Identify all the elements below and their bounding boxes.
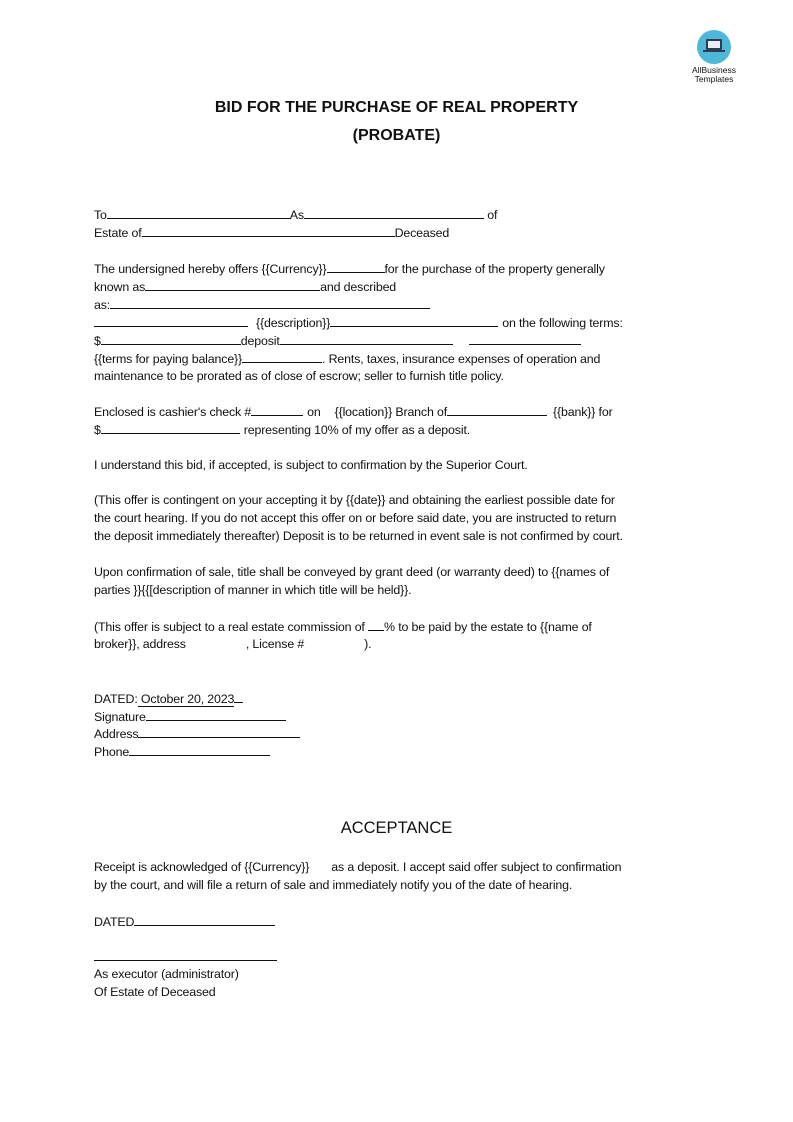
dated-value[interactable]: October 20, 2023 <box>137 692 235 706</box>
dated-label: DATED: <box>94 692 138 706</box>
executor-signature-line <box>94 948 277 965</box>
offer-text: $ <box>94 334 101 348</box>
described-as-field[interactable] <box>110 296 430 309</box>
deceased-label: Deceased <box>394 226 450 240</box>
dated-line <box>94 690 243 707</box>
offer-amount-field[interactable] <box>327 260 385 273</box>
acceptance-text: Receipt is acknowledged of {{Currency}} <box>94 860 310 874</box>
to-field[interactable] <box>107 206 290 219</box>
price-field[interactable] <box>101 332 241 345</box>
document-subtitle: (PROBATE) <box>352 127 441 144</box>
description-field-1[interactable] <box>94 314 248 327</box>
offer-text: on the following terms: <box>502 316 623 330</box>
acceptance-dated-label: DATED <box>94 915 135 929</box>
offer-line-1 <box>94 260 605 277</box>
contingent-line-2: the court hearing. If you do not accept this offer on or before said date, you are instructed to return <box>94 511 617 525</box>
signature-line <box>94 708 286 725</box>
check-text: representing 10% of my offer as a deposit. <box>243 423 471 437</box>
check-line-2 <box>94 421 470 438</box>
logo-text-line1: AllBusiness <box>692 65 736 75</box>
address-line <box>94 725 300 742</box>
commission-text: broker}}, address <box>94 637 186 651</box>
document-title: BID FOR THE PURCHASE OF REAL PROPERTY <box>214 99 579 116</box>
terms-field[interactable] <box>242 350 322 363</box>
signature-label: Signature <box>94 710 146 724</box>
contingent-line-1: (This offer is contingent on your accepting it by {{date}} and obtaining the earliest possible date for <box>94 493 615 507</box>
executor-label: As executor (administrator) <box>94 967 239 981</box>
executor-signature-field[interactable] <box>94 948 277 961</box>
offer-text: known as <box>94 280 146 294</box>
offer-line-5 <box>94 332 581 349</box>
phone-label: Phone <box>94 745 130 759</box>
estate-field[interactable] <box>142 224 395 237</box>
conveyance-line-2: parties }}{{[description of manner in which title will be held}}. <box>94 583 412 597</box>
offer-text: and described <box>320 280 397 294</box>
known-as-field[interactable] <box>145 278 320 291</box>
laptop-icon <box>697 30 731 64</box>
phone-field[interactable] <box>129 743 270 756</box>
address-label: Address <box>94 727 139 741</box>
check-number-field[interactable] <box>251 403 303 416</box>
branch-field[interactable] <box>447 403 547 416</box>
commission-text: , License # <box>245 637 305 651</box>
logo-text-line2: Templates <box>694 74 734 84</box>
offer-text: for the purchase of the property generally <box>384 262 605 276</box>
check-text: $ <box>94 423 101 437</box>
check-amount-field[interactable] <box>101 421 240 434</box>
offer-text: . Rents, taxes, insurance expenses of operation and <box>322 352 601 366</box>
acceptance-line-1 <box>94 859 621 875</box>
acceptance-dated-field[interactable] <box>134 913 275 926</box>
commission-line-1 <box>94 618 592 635</box>
to-label: To <box>94 208 107 222</box>
estate-line <box>94 224 449 241</box>
offer-text: as: <box>94 298 111 312</box>
commission-text: % to be paid by the estate to {{name of <box>384 620 592 634</box>
allbusiness-templates-logo <box>678 30 750 84</box>
offer-text: {{terms for paying balance}} <box>94 352 243 366</box>
offer-line-3 <box>94 296 430 313</box>
phone-line <box>94 743 270 760</box>
offer-line-2 <box>94 278 396 295</box>
offer-line-6 <box>94 350 600 367</box>
contingent-line-3: the deposit immediately thereafter) Deposit is to be returned in event sale is not confirmed by court. <box>94 529 623 543</box>
conveyance-line-1: Upon confirmation of sale, title shall be conveyed by grant deed (or warranty deed) to {{names of <box>94 565 610 579</box>
as-field[interactable] <box>304 206 484 219</box>
acceptance-dated-line <box>94 913 275 930</box>
check-line-1 <box>94 403 613 420</box>
estate-of-label: Estate of <box>94 226 142 240</box>
commission-text: (This offer is subject to a real estate commission of <box>94 620 369 634</box>
commission-line-2 <box>94 636 371 652</box>
as-label: As <box>289 208 304 222</box>
check-text: on <box>307 405 321 419</box>
superior-court-statement: I understand this bid, if accepted, is subject to confirmation by the Superior Court. <box>94 458 528 472</box>
deposit-field[interactable] <box>280 332 453 345</box>
check-text: {{bank}} for <box>553 405 613 419</box>
offer-line-4 <box>94 314 623 331</box>
signature-field[interactable] <box>146 708 286 721</box>
commission-text: ). <box>364 637 372 651</box>
address-field[interactable] <box>138 725 300 738</box>
commission-percent-field[interactable] <box>368 618 384 631</box>
acceptance-line-2: by the court, and will file a return of sale and immediately notify you of the date of hearing. <box>94 878 573 892</box>
offer-text: deposit <box>240 334 280 348</box>
to-as-line <box>94 206 497 223</box>
offer-text: {{description}} <box>256 316 331 330</box>
offer-line-7: maintenance to be prorated as of close of escrow; seller to furnish title policy. <box>94 369 504 383</box>
estate-of-deceased-label: Of Estate of Deceased <box>94 985 216 999</box>
offer-text: The undersigned hereby offers {{Currency}} <box>94 262 327 276</box>
description-field-2[interactable] <box>330 314 498 327</box>
of-label: of <box>487 208 498 222</box>
balance-field[interactable] <box>469 332 581 345</box>
check-text: {{location}} Branch of <box>334 405 448 419</box>
acceptance-heading: ACCEPTANCE <box>340 819 453 837</box>
check-text: Enclosed is cashier's check # <box>94 405 252 419</box>
acceptance-text: as a deposit. I accept said offer subject to confirmation <box>331 860 622 874</box>
